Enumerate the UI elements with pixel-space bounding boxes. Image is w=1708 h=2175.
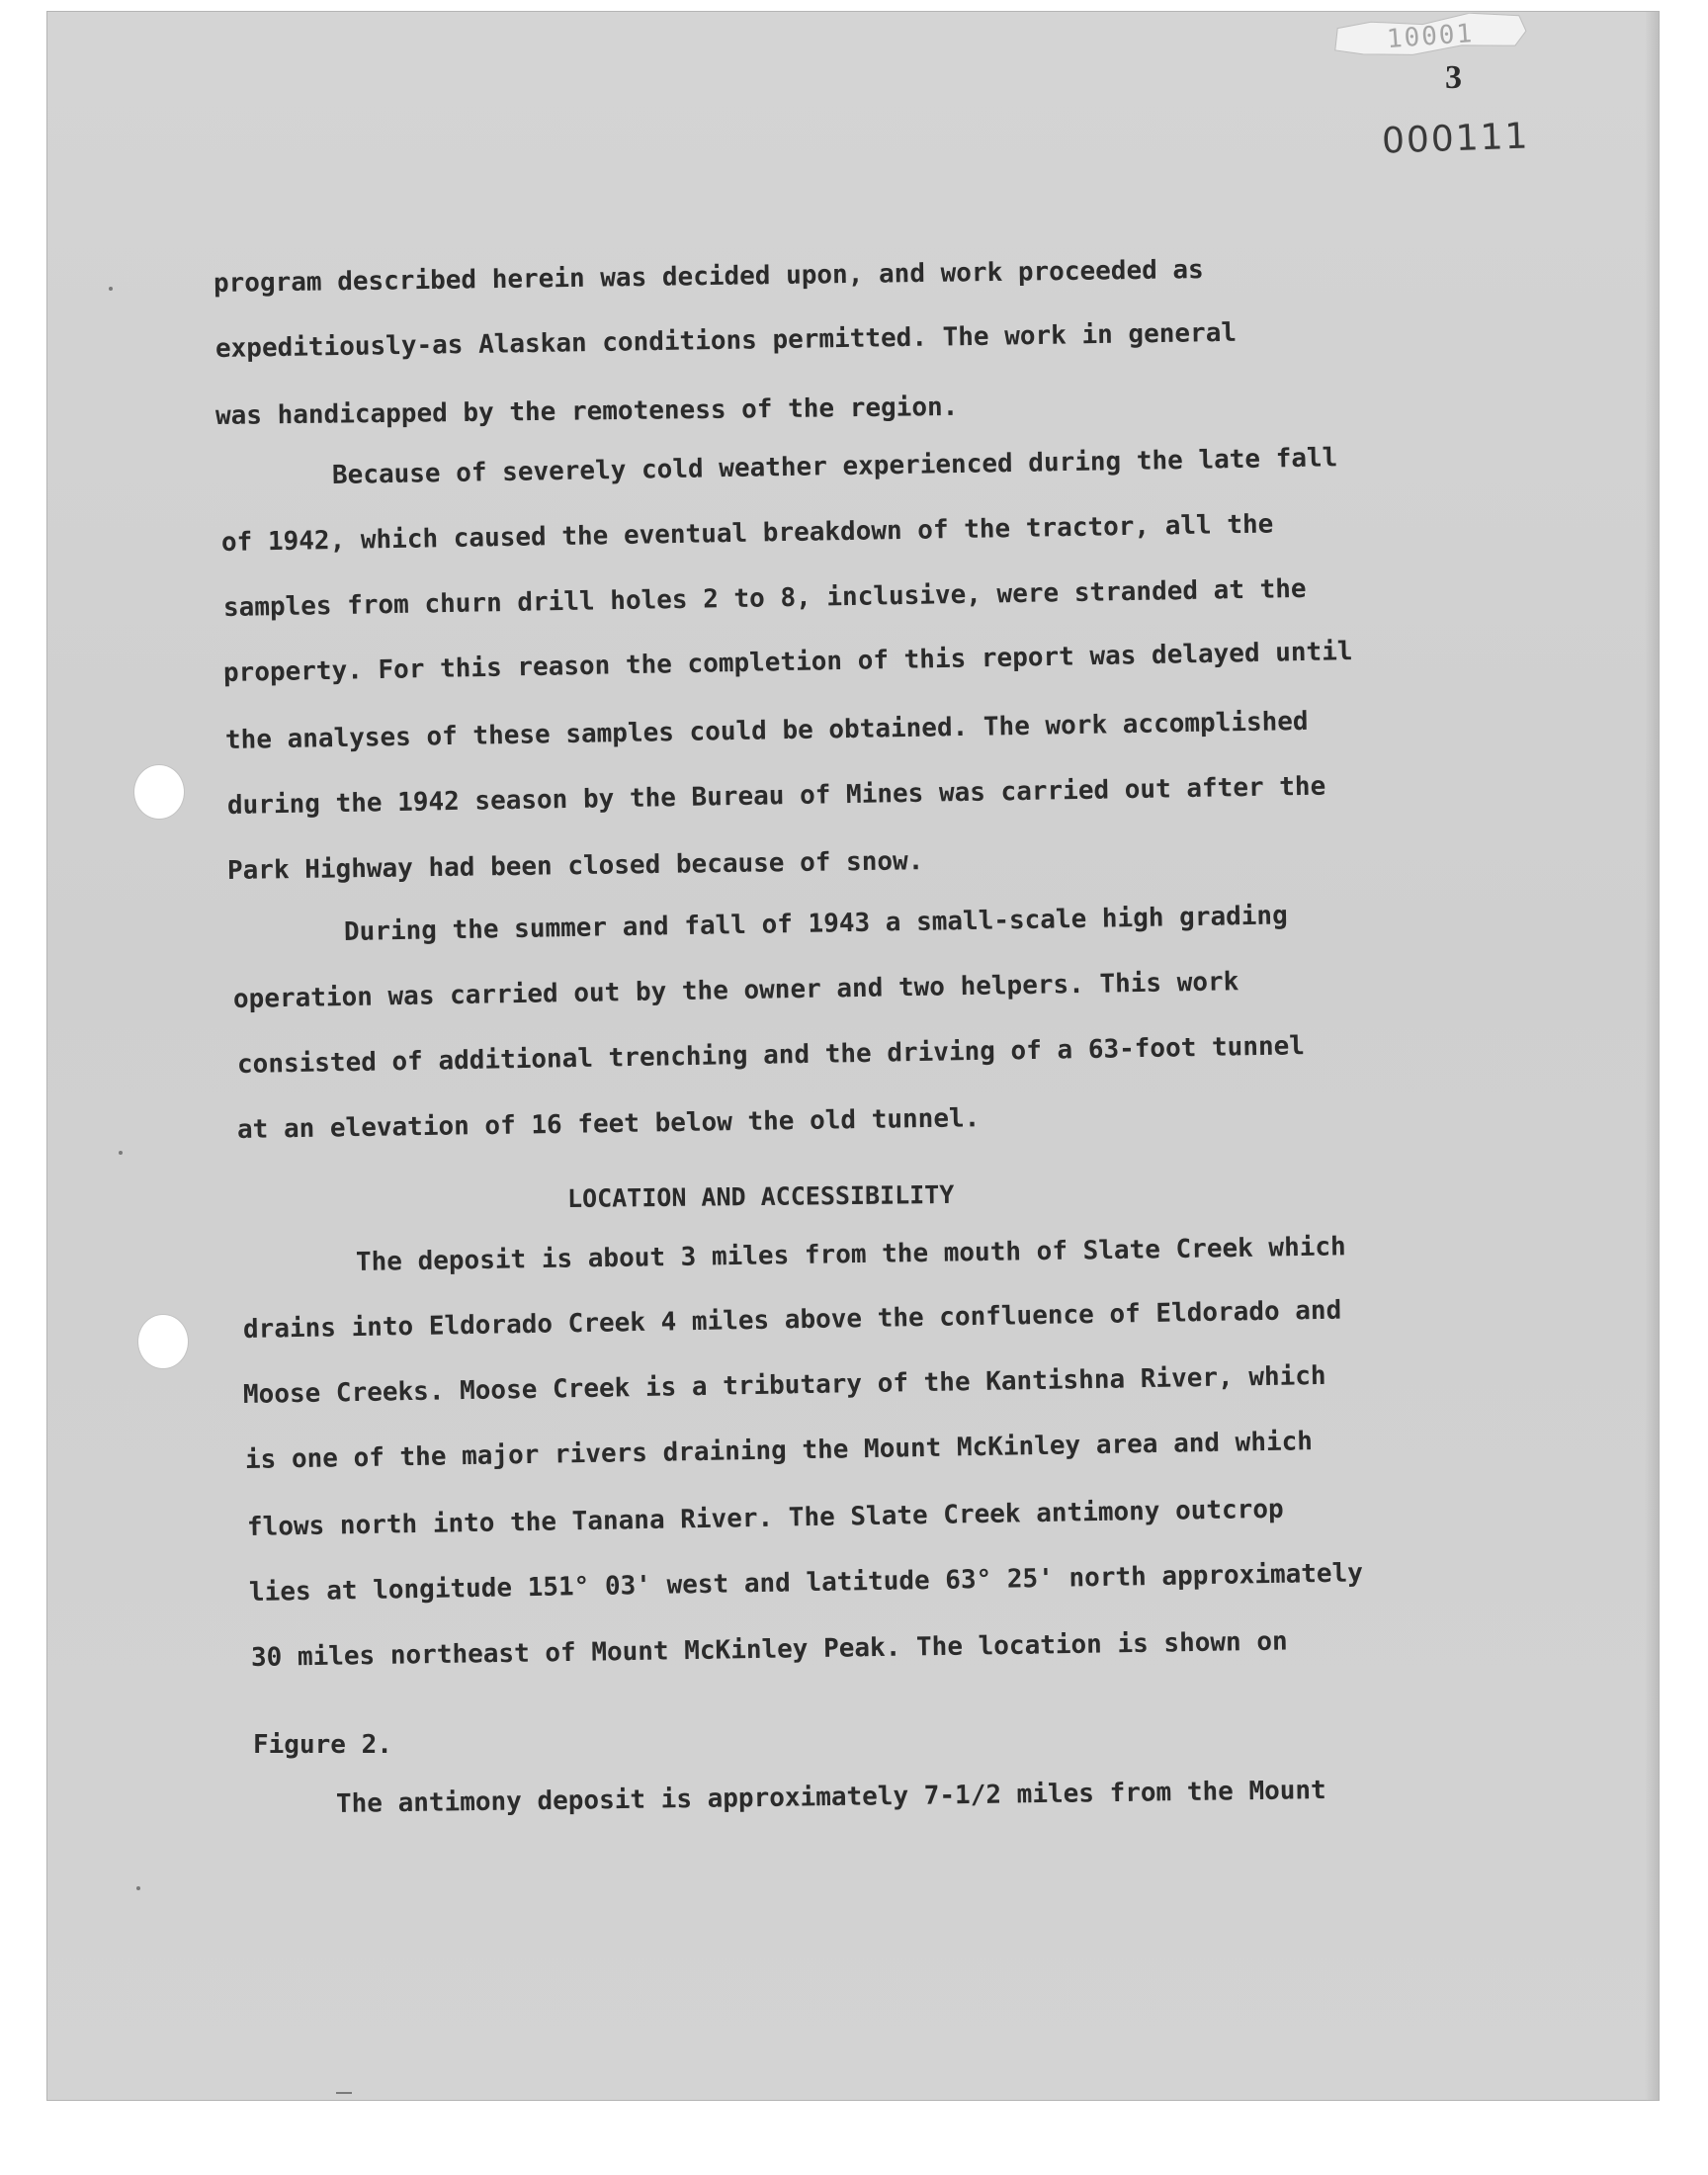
body-line-20: lies at longitude 151° 03' west and latitude 63° 25' north approximately (248, 1558, 1364, 1608)
stamp-text: 10001 (1385, 19, 1476, 55)
punch-hole-lower (138, 1315, 188, 1368)
body-line-7: property. For this reason the completion of this report was delayed until (222, 637, 1353, 688)
page-number: 3 (1445, 59, 1462, 96)
body-line-13: consisted of additional trenching and the driving of a 63-foot tunnel (236, 1031, 1306, 1080)
body-line-9: during the 1942 season by the Bureau of Mines was carried out after the (226, 771, 1326, 821)
scan-speck (119, 1151, 123, 1155)
body-line-16: drains into Eldorado Creek 4 miles above the confluence of Eldorado and (242, 1295, 1342, 1345)
body-line-4: Because of severely cold weather experienced during the late fall (331, 443, 1338, 490)
scan-speck (109, 287, 113, 291)
punch-hole-upper (134, 765, 184, 819)
body-line-6: samples from churn drill holes 2 to 8, inclusive, were stranded at the (222, 573, 1307, 623)
body-line-12: operation was carried out by the owner and two helpers. This work (232, 967, 1239, 1014)
body-line-1: program described herein was decided upon, and work proceeded as (213, 255, 1204, 299)
section-heading-location: LOCATION AND ACCESSIBILITY (566, 1179, 955, 1213)
body-line-22: Figure 2. (253, 1730, 392, 1760)
body-line-11: During the summer and fall of 1943 a small-scale high grading (343, 901, 1288, 947)
body-line-14: at an elevation of 16 feet below the old tunnel. (236, 1103, 981, 1145)
body-line-18: is one of the major rivers draining the Mount McKinley area and which (244, 1427, 1314, 1475)
scan-speck (136, 1886, 140, 1890)
scan-speck (336, 2092, 352, 2094)
body-line-19: flows north into the Tanana River. The Slate Creek antimony outcrop (246, 1494, 1284, 1542)
body-line-5: of 1942, which caused the eventual breakdown of the tractor, all the (220, 509, 1274, 558)
body-line-23: The antimony deposit is approximately 7-1/2 miles from the Mount (335, 1776, 1326, 1819)
page-edge-shadow (1645, 12, 1659, 2100)
body-line-8: the analyses of these samples could be obtained. The work accomplished (224, 706, 1309, 755)
body-line-15: The deposit is about 3 miles from the mouth of Slate Creek which (355, 1232, 1346, 1277)
body-line-3: was handicapped by the remoteness of the region. (214, 392, 959, 431)
body-line-2: expeditiously-as Alaskan conditions permitted. The work in general (214, 317, 1238, 364)
document-id: 000111 (1381, 116, 1531, 162)
body-line-21: 30 miles northeast of Mount McKinley Peak. The location is shown on (250, 1626, 1288, 1673)
body-line-17: Moose Creeks. Moose Creek is a tributary of the Kantishna River, which (242, 1360, 1326, 1410)
body-line-10: Park Highway had been closed because of snow. (226, 846, 924, 886)
